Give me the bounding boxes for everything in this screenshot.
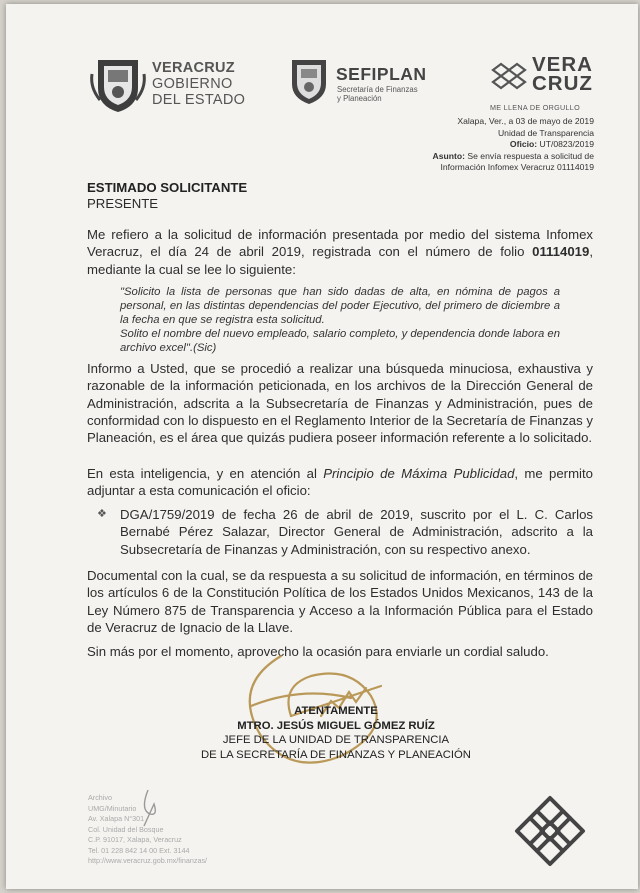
document-page	[6, 4, 638, 889]
unit-name: Unidad de Transparencia	[497, 127, 594, 138]
letter-metadata	[433, 116, 594, 174]
subject: Asunto: Se envía respuesta a solicitud de	[432, 150, 594, 161]
folio-number: 01114019	[532, 244, 590, 260]
initials-mark	[134, 786, 164, 830]
paragraph-legal-basis: Documental con la cual, se da respuesta a su solicitud de información, en términos de los artículos 6 de la Constitución Política de los Estados Unidos Mexicanos, 143 de la Ley Número 875 de Transparencia y Acceso a la Información Pública para el Estado de Veracruz de Ignacio de la Llave.	[87, 568, 593, 635]
request-quote: "Solicito la lista de personas que han sido dadas de alta, en nómina de pagos a personal, en las distintas dependencias del poder Ejecutivo, del primero de diciembre a la fecha en que se registra esta solicitud. Solito el nombre del nuevo empleado, salario completo, y dependencia donde labora en archivo excel".(Sic)	[120, 286, 560, 354]
veracruz-brand-text: VERA CRUZ	[532, 53, 593, 95]
veracruz-knot-icon	[489, 62, 529, 96]
salutation	[87, 180, 247, 212]
paragraph-intro: Me refiero a la solicitud de información presentada por medio del sistema Infomex Veracruz, el día 24 de abril 2019, registrada con el número de folio 01114019, mediante la cual se lee lo siguiente:	[87, 227, 593, 277]
sefiplan-title: SEFIPLAN	[336, 64, 427, 84]
signature-block	[166, 704, 506, 762]
sefiplan-subtitle: Secretaría de Finanzas y Planeación	[337, 85, 418, 103]
paragraph-closing: Sin más por el momento, aprovecho la ocasión para enviarle un cordial saludo.	[87, 644, 549, 659]
subject-line2: Información Infomex Veracruz 01114019	[440, 162, 594, 172]
place-date: Xalapa, Ver., a 03 de mayo de 2019	[457, 116, 594, 126]
bullet-office-reference: DGA/1759/2019 de fecha 26 de abril de 2019, suscrito por el L. C. Carlos Bernabé Pérez Salazar, Director General de Administración, adscrito a la Subsecretaría de Finanzas y Administración, con su respectivo anexo.	[120, 507, 593, 557]
veracruz-government-logo-text: VERACRUZ GOBIERNO DEL ESTADO	[152, 60, 246, 108]
signer-role-2: DE LA SECRETARÍA DE FINANZAS Y PLANEACIÓN	[201, 748, 471, 761]
office-number: Oficio: UT/0823/2019	[509, 139, 594, 149]
salutation-title: ESTIMADO SOLICITANTE	[87, 180, 248, 195]
state-coat-of-arms-icon	[88, 54, 148, 114]
salutation-subtitle: PRESENTE	[87, 196, 159, 211]
signature-closing: ATENTAMENTE	[294, 705, 378, 717]
paragraph-maxima-publicidad: En esta inteligencia, y en atención al Principio de Máxima Publicidad, me permito adjuntar a esta comunicación el oficio:	[87, 466, 593, 499]
bullet-icon: ❖	[97, 508, 107, 520]
sefiplan-emblem-icon	[286, 56, 332, 106]
veracruz-footer-knot-icon	[513, 794, 587, 868]
signer-name: MTRO. JESÚS MIGUEL GÓMEZ RUÍZ	[237, 719, 435, 732]
paragraph-search: Informo a Usted, que se procedió a realizar una búsqueda minuciosa, exhaustiva y razonable de la información peticionada, en los archivos de la Dirección General de Administración, adscrita a la Subsecretaría de Finanzas y Administración, pues de conformidad con lo dispuesto en el Reglamento Interior de la Secretaría de Finanzas y Planeación, es el área que quizás pudiera poseer información referente a lo solicitado.	[87, 361, 593, 446]
signer-role-1: JEFE DE LA UNIDAD DE TRANSPARENCIA	[222, 734, 450, 746]
brand-tagline: ME LLENA DE ORGULLO	[490, 103, 580, 112]
footer-address: Archivo UMG/Minutario Av. Xalapa N°301 Col. Unidad del Bosque C.P. 91017, Xalapa, Veracruz Tel. 01 228 842 14 00 Ext. 3144 http://www.veracruz.gob.mx/finanzas/	[88, 793, 208, 865]
